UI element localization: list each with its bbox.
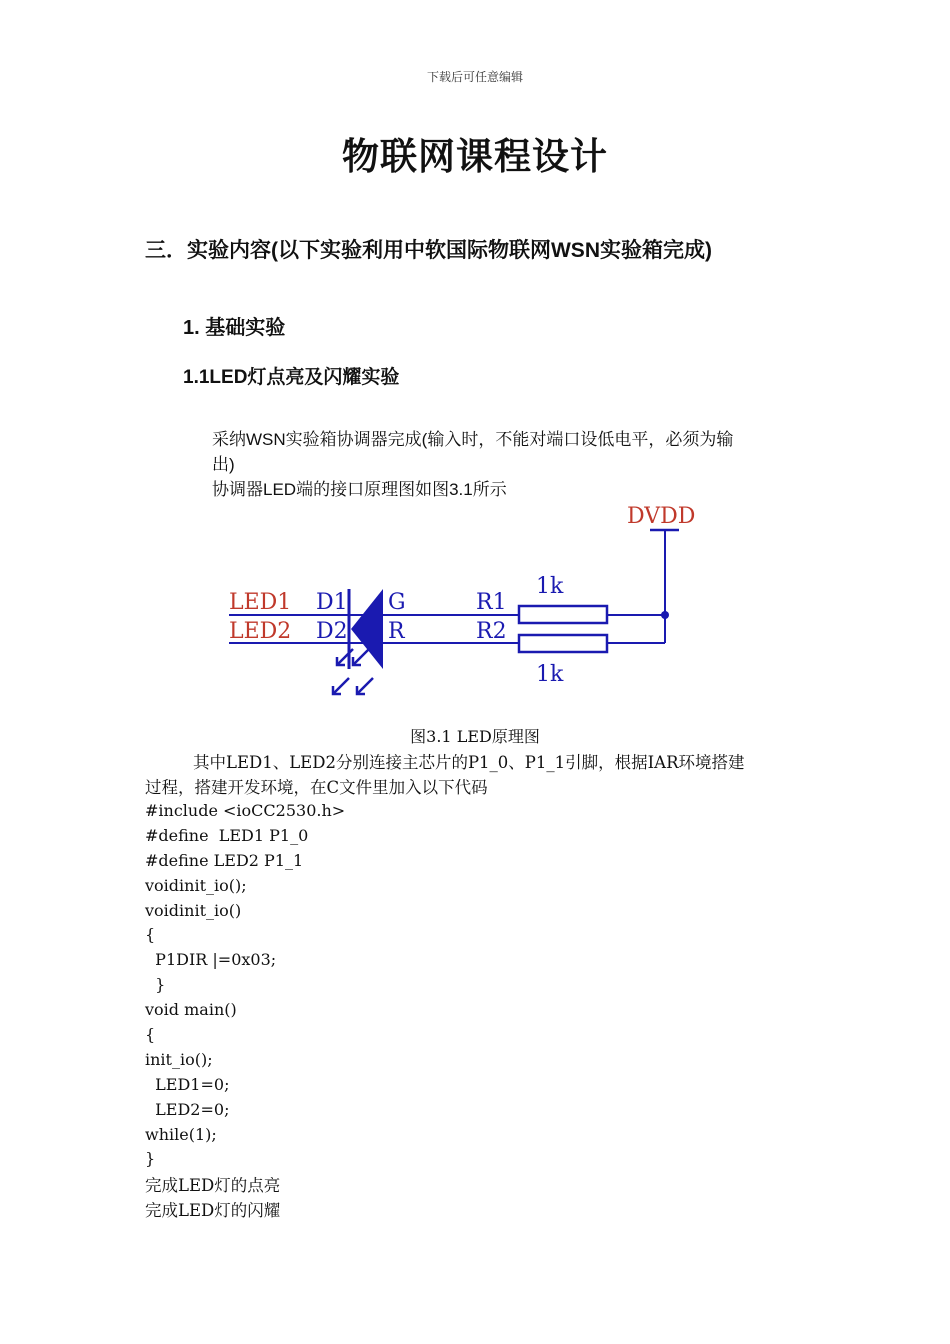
dvdd-label: DVDD (627, 504, 696, 529)
code-line: init_io(); (145, 1049, 213, 1069)
code-line: { (145, 925, 156, 945)
r1-label: R1 (476, 590, 507, 615)
code-line: #define LED1 P1_0 (145, 825, 309, 845)
r2-value-label: 1k (536, 662, 564, 687)
body-text-line: 其中LED1、LED2分别连接主芯片的P1_0、P1_1引脚，根据IAR环境搭建 (193, 753, 745, 772)
body-text-line: 过程，搭建开发环境，在C文件里加入以下代码 (145, 778, 488, 797)
code-line: void main() (145, 1000, 237, 1020)
paragraph-line: 协调器LED端的接口原理图如图3.1所示 (212, 480, 507, 499)
header-note: 下载后可任意编辑 (426, 70, 523, 84)
resistor-r1 (519, 606, 607, 623)
code-line: { (145, 1025, 156, 1045)
code-line: P1DIR |=0x03; (145, 950, 277, 970)
code-line: #define LED2 P1_1 (145, 850, 304, 870)
document-title: 物联网课程设计 (342, 136, 608, 177)
code-line: voidinit_io() (145, 900, 242, 920)
r1-value-label: 1k (536, 574, 564, 599)
led1-label: LED1 (229, 590, 292, 615)
led-schematic-diagram (225, 497, 727, 713)
g-label: G (388, 590, 406, 615)
subsub-heading-led-experiment: 1.1LED灯点亮及闪耀实验 (183, 367, 400, 388)
diode-symbol (351, 589, 383, 669)
paragraph-line: 采纳WSN实验箱协调器完成(输入时，不能对端口设低电平，必须为输 (212, 430, 734, 449)
led2-label: LED2 (229, 619, 292, 644)
code-line: voidinit_io(); (145, 875, 247, 895)
code-block (145, 799, 345, 1172)
d1-label: D1 (316, 590, 348, 615)
code-line: while(1); (145, 1124, 217, 1144)
closing-line: 完成LED灯的闪耀 (145, 1201, 281, 1220)
d2-label: D2 (316, 619, 348, 644)
code-line: LED1=0; (145, 1074, 230, 1094)
code-line: LED2=0; (145, 1099, 230, 1119)
code-line: #include <ioCC2530.h> (145, 801, 346, 820)
closing-line: 完成LED灯的点亮 (145, 1176, 281, 1195)
figure-caption: 图3.1 LED原理图 (410, 727, 540, 746)
r-label: R (388, 619, 405, 644)
light-emission-arrows (333, 649, 373, 694)
resistor-r2 (519, 635, 607, 652)
r2-label: R2 (476, 619, 507, 644)
code-line: } (145, 975, 166, 995)
paragraph-line: 出) (212, 455, 235, 474)
section-heading: 三．实验内容(以下实验利用中软国际物联网WSN实验箱完成) (145, 239, 712, 262)
code-line: } (145, 1149, 156, 1169)
sub-heading-basic-experiment: 1. 基础实验 (183, 317, 286, 339)
